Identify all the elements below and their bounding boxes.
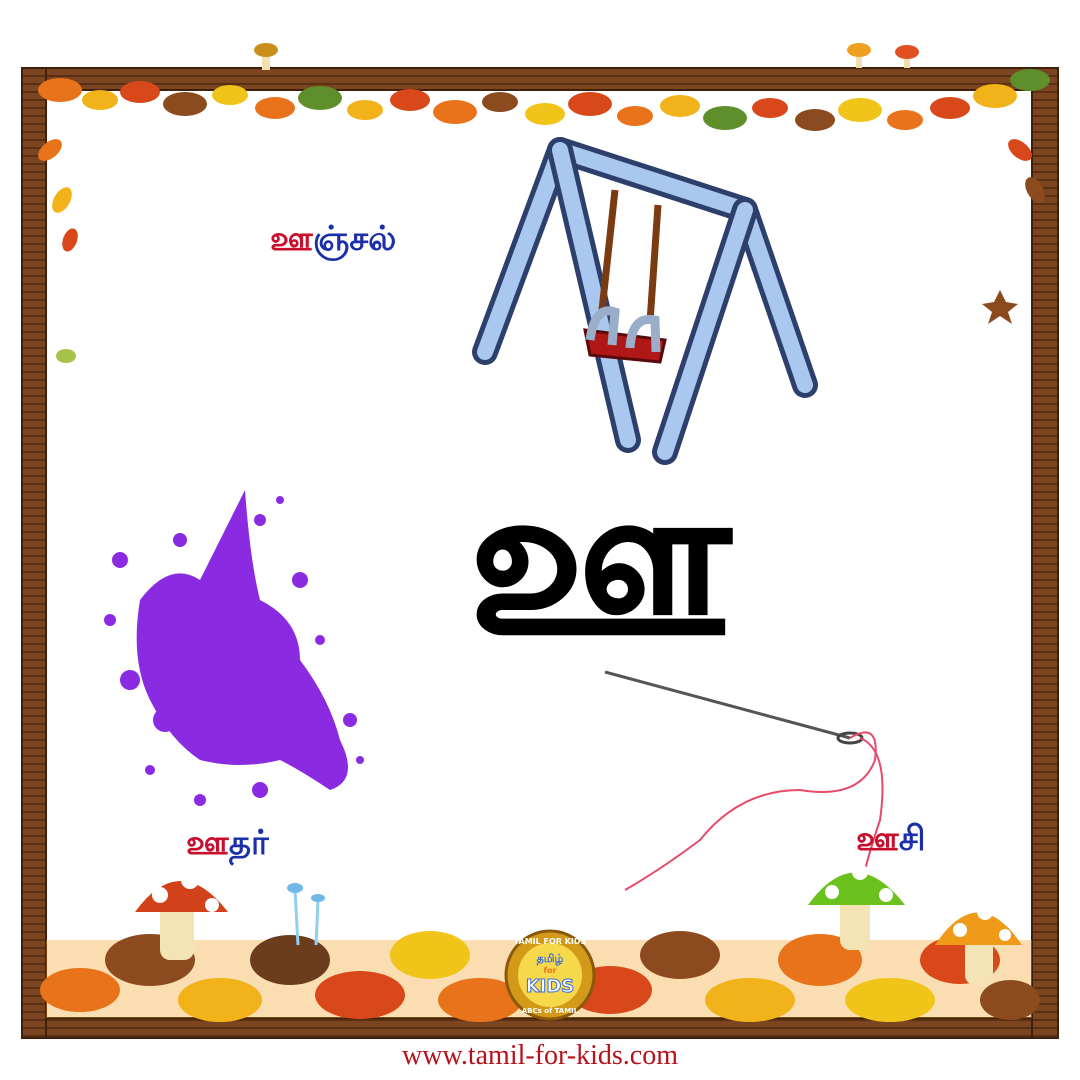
purple-splash-icon (104, 490, 364, 806)
word-purple-lead: ஊ (186, 823, 229, 863)
badge-tamil-text: தமிழ் (536, 952, 564, 965)
tamil-for-kids-badge (506, 931, 594, 1019)
word-needle-label (856, 819, 926, 859)
word-swing-label (270, 219, 397, 259)
word-needle-lead: ஊ (856, 819, 899, 859)
word-purple-label (186, 823, 273, 863)
swing-icon (485, 150, 805, 452)
badge-kids-text: KIDS (525, 976, 575, 997)
badge-bottom-text: ABCs of TAMIL (521, 1007, 579, 1015)
badge-top-text: TAMIL FOR KIDS (513, 937, 587, 946)
word-swing-lead: ஊ (270, 219, 313, 259)
badge-for-text: for (543, 966, 557, 975)
needle-icon (605, 672, 883, 890)
main-letter: ஊ (467, 437, 733, 682)
word-swing-rest: ஞ்சல் (312, 219, 397, 259)
word-purple-rest: தா் (228, 823, 273, 863)
word-needle-rest: சி (898, 819, 926, 859)
footer-url[interactable]: www.tamil-for-kids.com (401, 1040, 678, 1071)
top-mushrooms (254, 43, 919, 70)
